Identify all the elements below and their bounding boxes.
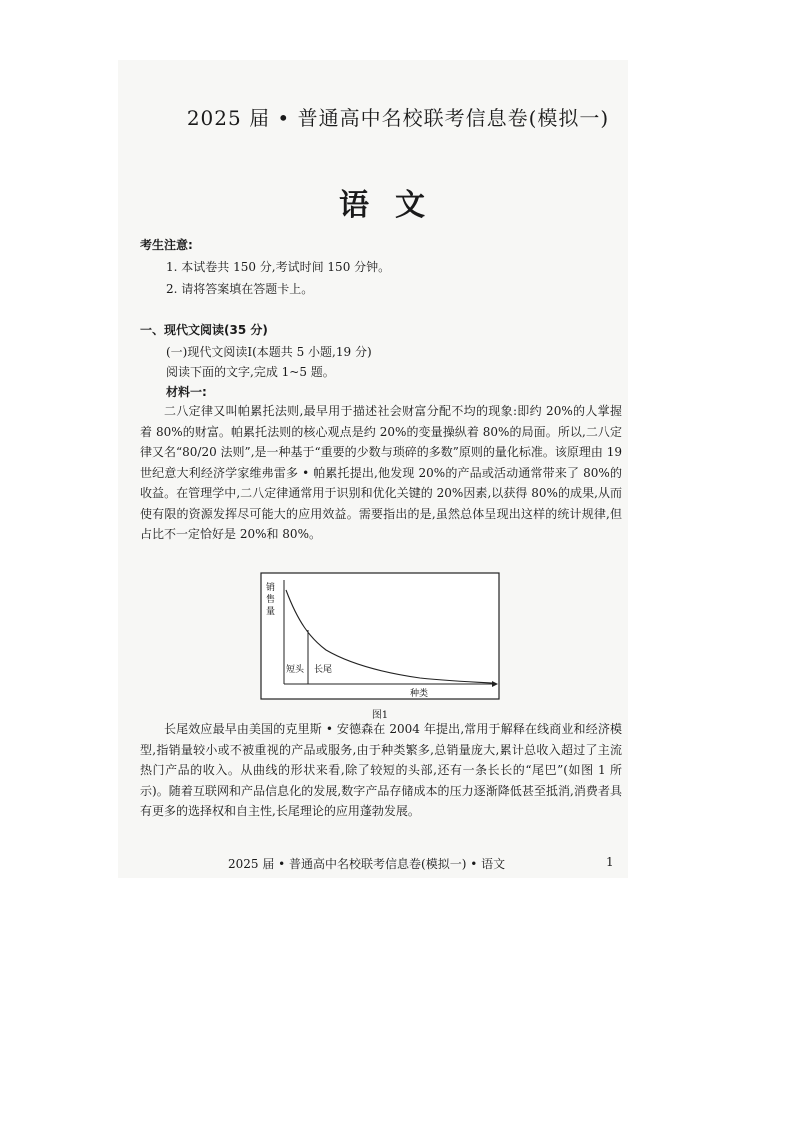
y-axis-label-3: 量 bbox=[266, 607, 276, 617]
section-heading: 一、现代文阅读(35 分) bbox=[140, 323, 268, 337]
head-label: 短头 bbox=[286, 665, 305, 675]
footer-title: 2025 届 • 普通高中名校联考信息卷(模拟一) • 语文 bbox=[228, 857, 506, 871]
y-axis-label-2: 售 bbox=[266, 595, 276, 605]
material-paragraph-2: 长尾效应最早由美国的克里斯 • 安德森在 2004 年提出,常用于解释在线商业和经济模型,指销量较小或不被重视的产品或服务,由于种类繁多,总销量庞大,累计总收入超过了主流热门产品的收入。从曲线的形状来看,除了较短的头部,还有一条长长的“尾巴”(如图 1 所示)。随着互联网和产品信息化的发展,数字产品存储成本的压力逐渐降低甚至抵消,消费者具有更多的选择权和自主性,长尾理论的应用蓬勃发展。 bbox=[140, 722, 622, 818]
y-axis-label-1: 销 bbox=[266, 583, 276, 593]
material-label: 材料一: bbox=[166, 385, 207, 399]
figure-caption: 图1 bbox=[371, 710, 389, 721]
notice-item: 2. 请将答案填在答题卡上。 bbox=[166, 282, 314, 296]
exam-title: 2025 届 • 普通高中名校联考信息卷(模拟一) bbox=[186, 106, 610, 130]
figure-frame bbox=[261, 573, 499, 699]
subsection-heading: (一)现代文阅读Ⅰ(本题共 5 小题,19 分) bbox=[166, 345, 372, 359]
long-tail-figure bbox=[260, 572, 500, 700]
reading-instruction: 阅读下面的文字,完成 1~5 题。 bbox=[166, 365, 335, 379]
tail-label: 长尾 bbox=[314, 665, 333, 675]
x-axis-label: 种类 bbox=[410, 689, 429, 699]
notice-item: 1. 本试卷共 150 分,考试时间 150 分钟。 bbox=[166, 260, 391, 274]
long-tail-chart bbox=[260, 572, 500, 700]
material-paragraph-1: 二八定律又叫帕累托法则,最早用于描述社会财富分配不均的现象:即约 20%的人掌握着 80%的财富。帕累托法则的核心观点是约 20%的变量操纵着 80%的局面。所以,二八定律又名“80/20 法则”,是一种基于“重要的少数与琐碎的多数”原则的量化标准。该原理由 19 世纪意大利经济学家维弗雷多 • 帕累托提出,他发现 20%的产品或活动通常带来了 80%的收益。在管理学中,二八定律通常用于识别和优化关键的 20%因素,以获得 80%的成果,从而使有限的资源发挥尽可能大的应用效益。需要指出的是,虽然总体呈现出这样的统计规律,但占比不一定恰好是 20%和 80%。 bbox=[140, 404, 622, 541]
notice-heading: 考生注意: bbox=[140, 238, 193, 252]
subject-title: 语文 bbox=[339, 188, 451, 223]
page-number: 1 bbox=[606, 855, 614, 869]
